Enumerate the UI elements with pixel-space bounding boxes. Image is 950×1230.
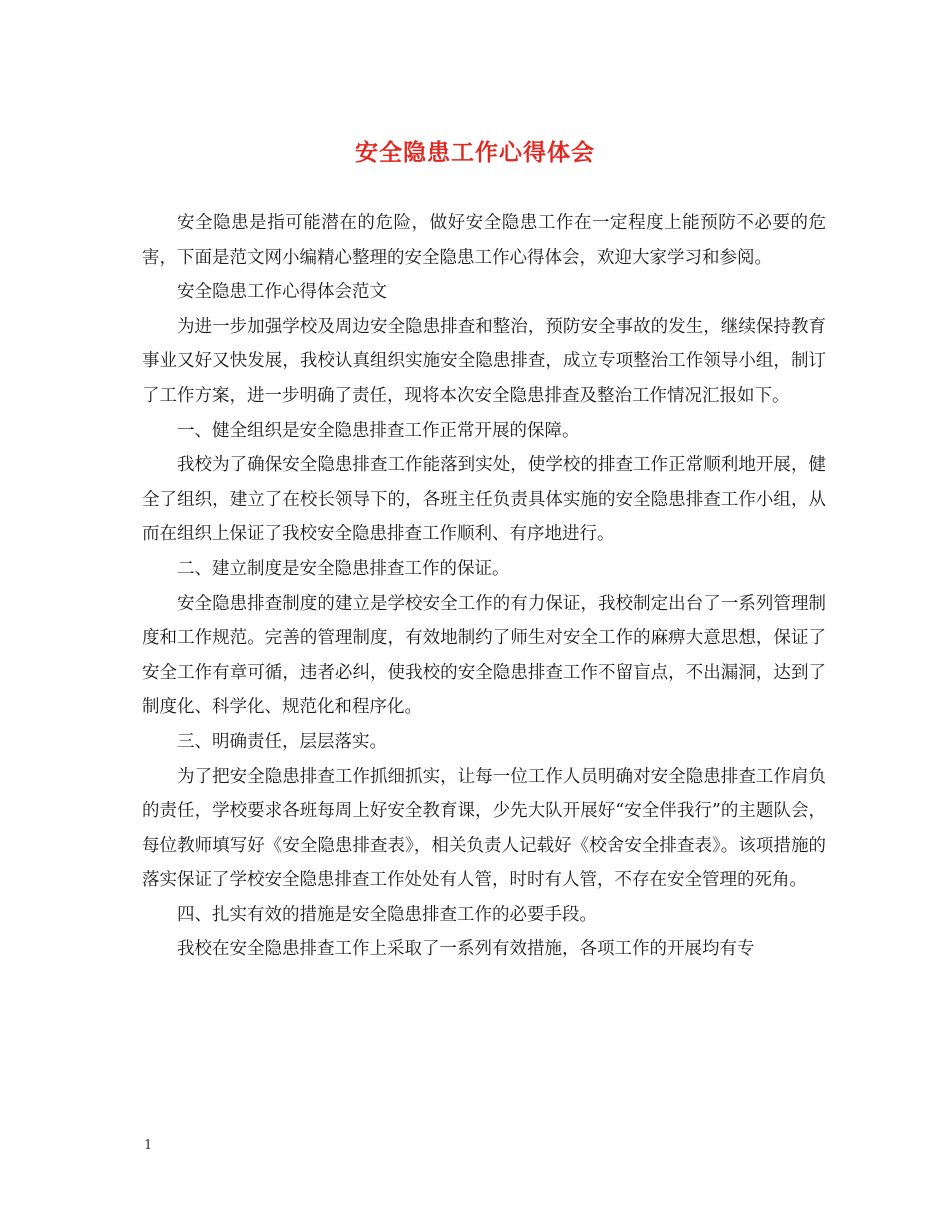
paragraph-section-1: 我校为了确保安全隐患排查工作能落到实处，使学校的排查工作正常顺利地开展，健全了组织，建立了在校长领导下的，各班主任负责具体实施的安全隐患排查工作小组，从而在组织上保证了我校安全隐患排查工作顺利、有序地进行。 (142, 455, 826, 545)
section-heading-2: 二、建立制度是安全隐患排查工作的保证。 (177, 558, 510, 579)
paragraph-section-4: 我校在安全隐患排查工作上采取了一系列有效措施，各项工作的开展均有专 (177, 939, 755, 960)
paragraph-subtitle: 安全隐患工作心得体会范文 (177, 282, 387, 303)
document-title: 安全隐患工作心得体会 (355, 139, 595, 166)
paragraph-overview: 为进一步加强学校及周边安全隐患排查和整治，预防安全事故的发生，继续保持教育事业又好又快发展，我校认真组织实施安全隐患排查，成立专项整治工作领导小组，制订了工作方案，进一步明确了责任，现将本次安全隐患排查及整治工作情况汇报如下。 (142, 316, 826, 406)
paragraph-section-2: 安全隐患排查制度的建立是学校安全工作的有力保证，我校制定出台了一系列管理制度和工作规范。完善的管理制度，有效地制约了师生对安全工作的麻痹大意思想，保证了安全工作有章可循，违者必纠，使我校的安全隐患排查工作不留盲点，不出漏洞，达到了制度化、科学化、规范化和程序化。 (142, 593, 826, 718)
section-heading-1: 一、健全组织是安全隐患排查工作正常开展的保障。 (177, 420, 580, 441)
page-number: 1 (144, 1138, 153, 1153)
section-heading-3: 三、明确责任，层层落实。 (177, 731, 387, 752)
paragraph-intro: 安全隐患是指可能潜在的危险，做好安全隐患工作在一定程度上能预防不必要的危害，下面是范文网小编精心整理的安全隐患工作心得体会，欢迎大家学习和参阅。 (142, 213, 826, 268)
section-heading-4: 四、扎实有效的措施是安全隐患排查工作的必要手段。 (177, 904, 597, 925)
paragraph-section-3: 为了把安全隐患排查工作抓细抓实，让每一位工作人员明确对安全隐患排查工作肩负的责任，学校要求各班每周上好安全教育课，少先大队开展好“安全伴我行”的主题队会，每位教师填写好《安全隐患排查表》，相关负责人记载好《校舍安全排查表》。该项措施的落实保证了学校安全隐患排查工作处处有人管，时时有人管，不存在安全管理的死角。 (142, 766, 826, 891)
document-body (142, 206, 826, 967)
